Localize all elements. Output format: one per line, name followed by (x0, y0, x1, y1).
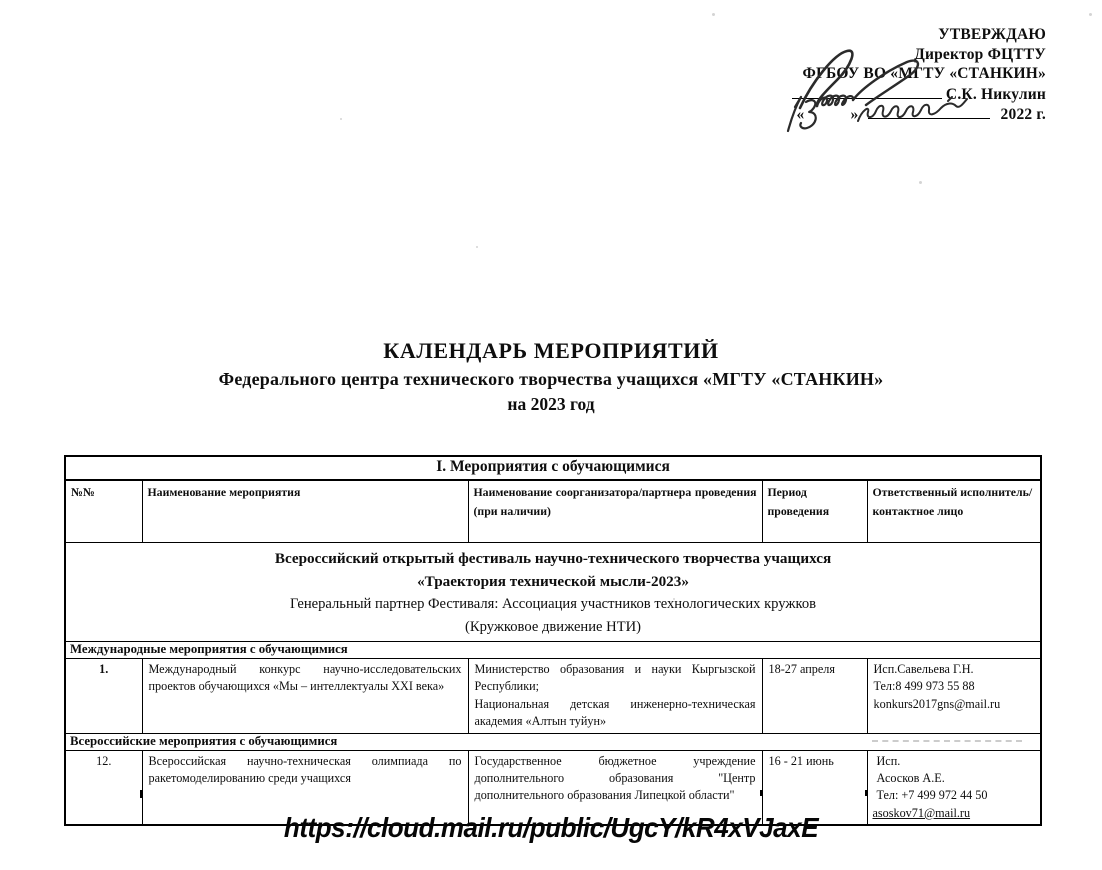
table-border-stub (865, 790, 867, 796)
signature-underline (792, 84, 942, 99)
column-header-number: №№ (65, 480, 142, 543)
festival-title-line2: «Траектория технической мысли-2023» (417, 573, 689, 590)
approval-year: 2022 г. (1000, 106, 1046, 123)
approval-stamp-label: УТВЕРЖДАЮ (938, 26, 1046, 43)
event-period: 16 - 21 июнь (762, 750, 867, 825)
event-period: 18-27 апреля (762, 659, 867, 734)
event-number: 12. (65, 750, 142, 825)
scan-speck (476, 246, 478, 248)
contact-email-link[interactable]: asoskov71@mail.ru (872, 805, 971, 820)
table-border-stub (64, 790, 66, 796)
scan-artifact-dashed-line (872, 740, 1022, 742)
approval-date-line (640, 104, 1046, 125)
partner-line: Национальная детская инженерно-техническая академия «Алтын туйун» (474, 696, 756, 729)
approval-director-name: С.К. Никулин (945, 85, 1046, 103)
contact-name: Асосков А.Е. (876, 771, 945, 786)
table-border-stub (760, 790, 762, 796)
approval-block (640, 25, 1046, 125)
event-partner: Государственное бюджетное учреждение дополнительного образования "Центр дополнительного образования Липецкой области" (468, 750, 762, 825)
group-header-label: Международные мероприятия с обучающимися (65, 642, 1041, 659)
partner-line: Министерство образования и науки Кыргызской Республики; (474, 662, 756, 694)
approval-signature-line (640, 84, 1046, 105)
month-underline (868, 104, 990, 119)
column-header-period: Период проведения (762, 480, 867, 543)
table-row-event-1 (65, 659, 1041, 734)
events-table (64, 455, 1042, 826)
contact-phone: Тел: +7 499 972 44 50 (876, 788, 988, 803)
festival-partner-line: Генеральный партнер Фестиваля: Ассоциация участников технологических кружков (290, 596, 817, 612)
cloud-share-link[interactable]: https://cloud.mail.ru/public/UgcY/kR4xVJaxE (283, 812, 819, 843)
scan-speck (712, 13, 715, 16)
contact-executor: Исп. (876, 753, 901, 768)
festival-banner-row (65, 543, 1041, 642)
scan-speck (1089, 13, 1092, 16)
page-title-year: на 2023 год (507, 394, 595, 414)
table-section-title-row (65, 456, 1041, 480)
quote-close: » (850, 106, 859, 123)
event-name: Всероссийская научно-техническая олимпиада по ракетомоделированию среди учащихся (142, 750, 468, 825)
festival-partner-line2: (Кружковое движение НТИ) (465, 619, 642, 635)
column-header-event-name: Наименование мероприятия (142, 480, 468, 543)
group-header-international (65, 642, 1041, 659)
contact-email-link[interactable]: konkurs2017gns@mail.ru (873, 696, 1001, 711)
approval-organization: ФГБОУ ВО «МГТУ «СТАНКИН» (802, 65, 1046, 82)
contact-executor: Исп.Савельева Г.Н. (873, 662, 974, 676)
event-partner (468, 659, 762, 734)
approval-director-title: Директор ФЦТТУ (914, 45, 1046, 63)
column-header-partner: Наименование соорганизатора/партнера проведения (при наличии) (468, 480, 762, 543)
group-header-label: Всероссийские мероприятия с обучающимися (70, 733, 338, 748)
contact-phone: Тел:8 499 973 55 88 (873, 679, 975, 694)
page-subtitle: Федерального центра технического творчества учащихся «МГТУ «СТАНКИН» (218, 369, 884, 389)
document-title-block (0, 338, 1102, 415)
event-name: Международный конкурс научно-исследовательских проектов обучающихся «Мы – интеллектуалы XXI века» (142, 659, 468, 734)
quote-open: « (796, 106, 805, 123)
page-title: КАЛЕНДАРЬ МЕРОПРИЯТИЙ (383, 338, 719, 363)
event-number: 1. (65, 659, 142, 734)
scan-speck (340, 118, 342, 120)
table-header-row (65, 480, 1041, 543)
table-border-stub (140, 790, 142, 798)
table-section-title: I. Мероприятия с обучающимися (65, 456, 1041, 480)
column-header-responsible: Ответственный исполнитель/контактное лицо (867, 480, 1041, 543)
scan-speck (919, 181, 922, 184)
group-header-allrussian (65, 733, 1041, 750)
festival-title-line1: Всероссийский открытый фестиваль научно-технического творчества учащихся (274, 550, 832, 567)
event-contact (867, 659, 1041, 734)
